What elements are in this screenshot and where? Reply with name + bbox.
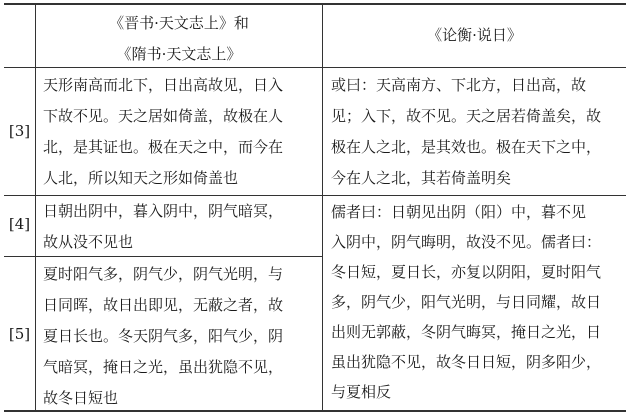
text-line: 多，阴气少，阳气光明，与日同耀，故日 [331, 293, 602, 311]
text-line: 见；入下，故不见。天之居若倚盖矣，故 [331, 107, 602, 125]
row4-col1-text [43, 196, 322, 258]
text-line: 极在人之北，是其效也。极在天下之中， [331, 138, 602, 156]
text-line: 气暗冥，掩日之光，虽出犹隐不见， [43, 358, 284, 376]
row-number-5: [5] [8, 325, 31, 343]
row3-col1-text [43, 70, 322, 194]
header-col1 [36, 8, 322, 70]
row5-col1-text [43, 259, 322, 414]
text-line: 入阴中，阴气晦明，故没不见。儒者曰： [331, 233, 602, 251]
text-line: 冬日短，夏日长，亦复以阴阳，夏时阳气 [331, 263, 602, 281]
row3-col2-text [331, 70, 626, 194]
source-column-divider [322, 3, 323, 412]
text-line: 日同晖，故日出即见，无蔽之者，故 [43, 296, 284, 314]
header-col2 [323, 20, 626, 51]
row-number-4: [4] [8, 215, 31, 233]
text-line: 下故不见。天之居如倚盖，故极在人 [43, 107, 284, 125]
text-line: 或曰：天高南方、下北方，日出高，故 [331, 76, 587, 94]
table-top-border [4, 3, 626, 5]
text-line: 出则无郭蔽，冬阴气晦冥，掩日之光，日 [331, 323, 602, 341]
text-line: 天形南高而北下，日出高故见，日入 [43, 76, 284, 94]
text-line: 今在人之北，其若倚盖明矣 [331, 169, 512, 187]
merged-col2-text [331, 197, 626, 407]
text-line: 儒者曰：日朝见出阴（阳）中，暮不见 [331, 203, 587, 221]
text-line: 夏时阳气多，阴气少，阴气光明，与 [43, 265, 284, 283]
text-line: 故从没不见也 [43, 233, 134, 251]
text-line: 人北，所以知天之形如倚盖也 [43, 169, 239, 187]
text-line: 虽出犹隐不见，故冬日日短，阴多阳少， [331, 353, 602, 371]
text-line: 北，是其证也。极在天之中，而今在 [43, 138, 284, 156]
text-line: 故冬日短也 [43, 389, 119, 407]
text-line: 与夏相反 [331, 383, 392, 401]
text-line: 夏日长也。冬天阴气多，阳气少，阴 [43, 327, 284, 345]
header-col1-line1: 《晋书·天文志上》和 [109, 14, 249, 32]
text-line: 日朝出阴中，暮入阴中，阴气暗冥， [43, 202, 284, 220]
row-number-3: [3] [8, 122, 31, 140]
header-col2-title: 《论衡·说日》 [427, 26, 522, 44]
header-col1-line2: 《隋书·天文志上》 [116, 45, 242, 63]
